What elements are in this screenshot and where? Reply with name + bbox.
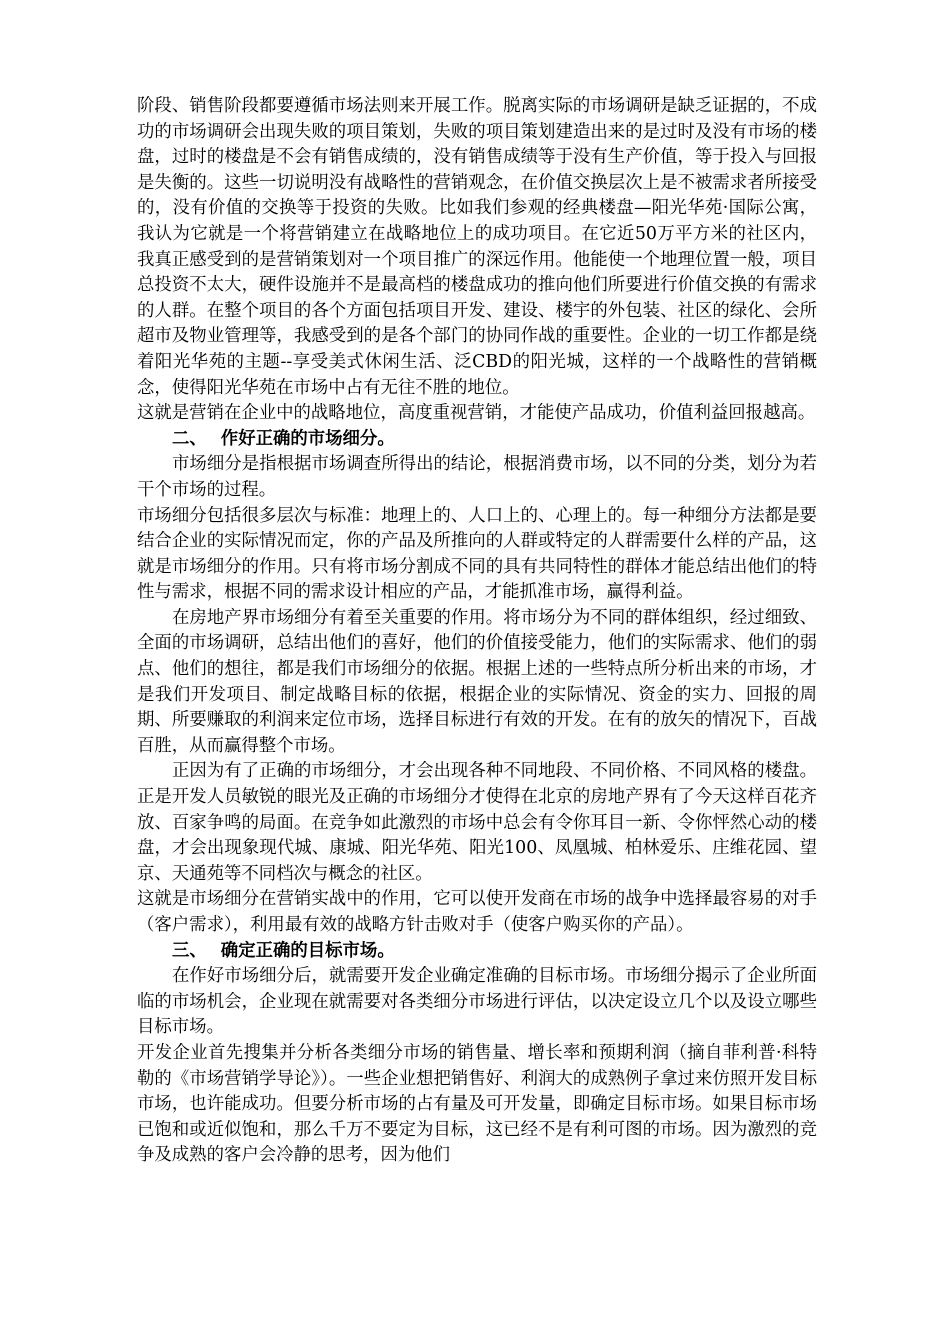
paragraph-target-analysis: 开发企业首先搜集并分析各类细分市场的销售量、增长率和预期利润（摘自菲利普·科特勒的《市场营销学导论》）。一些企业想把销售好、利润大的成熟例子拿过来仿照开发目标市场，也许能成功。但要分析市场的占有量及可开发量，即确定目标市场。如果目标市场已饱和或近似饱和，那么千万不要定为目标，这已经不是有利可图的市场。因为激烈的竞争及成熟的客户会冷静的思考，因为他们 (137, 1042, 817, 1166)
document-page (137, 94, 817, 1169)
paragraph-marketing-strategy: 阶段、销售阶段都要遵循市场法则来开展工作。脱离实际的市场调研是缺乏证据的，不成功的市场调研会出现失败的项目策划，失败的项目策划建造出来的是过时及没有市场的楼盘，过时的楼盘是不会有销售成绩的，没有销售成绩等于没有生产价值，等于投入与回报是失衡的。这些一切说明没有战略性的营销观念，在价值交换层次上是不被需求者所接受的，没有价值的交换等于投资的失败。比如我们参观的经典楼盘—阳光华苑·国际公寓，我认为它就是一个将营销建立在战略地位上的成功项目。在它近50万平方米的社区内，我真正感受到的是营销策划对一个项目推广的深远作用。他能使一个地理位置一般，项目总投资不太大，硬件设施并不是最高档的楼盘成功的推向他们所要进行价值交换的有需求的人群。在整个项目的各个方面包括项目开发、建设、楼宇的外包装、社区的绿化、会所超市及物业管理等，我感受到的是各个部门的协同作战的重要性。企业的一切工作都是绕着阳光华苑的主题--享受美式休闲生活、泛CBD的阳光城，这样的一个战略性的营销概念，使得阳光华苑在市场中占有无往不胜的地位。 (137, 96, 817, 398)
section-heading-3 (137, 939, 817, 965)
section-heading-2 (137, 427, 817, 453)
paragraph-correct-segmentation: 正因为有了正确的市场细分，才会出现各种不同地段、不同价格、不同风格的楼盘。正是开发人员敏锐的眼光及正确的市场细分才使得在北京的房地产界有了今天这样百花齐放、百家争鸣的局面。在竞争如此激烈的市场中总会有令你耳目一新、令你怦然心动的楼盘，才会出现象现代城、康城、阳光华苑、阳光100、凤凰城、柏林爱乐、庄维花园、望京、天通苑等不同档次与概念的社区。 (137, 761, 817, 884)
section-number: 三、 (172, 940, 207, 961)
paragraph-strategy-summary: 这就是营销在企业中的战略地位，高度重视营销，才能使产品成功，价值利益回报越高。 (137, 403, 816, 424)
paragraph-real-estate-segmentation: 在房地产界市场细分有着至关重要的作用。将市场分为不同的群体组织，经过细致、全面的市场调研，总结出他们的喜好，他们的价值接受能力，他们的实际需求、他们的弱点、他们的想往，都是我们市场细分的依据。根据上述的一些特点所分析出来的市场，才是我们开发项目、制定战略目标的依据，根据企业的实际情况、资金的实力、回报的周期、所要赚取的利润来定位市场，选择目标进行有效的开发。在有的放矢的情况下，百战百胜，从而赢得整个市场。 (137, 607, 817, 756)
section-title: 作好正确的市场细分。 (220, 428, 395, 449)
paragraph-target-market: 在作好市场细分后，就需要开发企业确定准确的目标市场。市场细分揭示了企业所面临的市场机会，企业现在就需要对各类细分市场进行评估，以决定设立几个以及设立哪些目标市场。 (137, 966, 817, 1038)
paragraph-segmentation-summary: 这就是市场细分在营销实战中的作用，它可以使开发商在市场的战争中选择最容易的对手（客户需求），利用最有效的战略方针击败对手（使客户购买你的产品）。 (137, 889, 817, 935)
paragraph-segmentation-levels: 市场细分包括很多层次与标准：地理上的、人口上的、心理上的。每一种细分方法都是要结合企业的实际情况而定，你的产品及所推向的人群或特定的人群需要什么样的产品，这就是市场细分的作用。只有将市场分割成不同的具有共同特性的群体才能总结出他们的特性与需求，根据不同的需求设计相应的产品，才能抓准市场，赢得利益。 (137, 505, 817, 603)
section-title: 确定正确的目标市场。 (220, 940, 395, 961)
paragraph-segmentation-definition: 市场细分是指根据市场调查所得出的结论，根据消费市场，以不同的分类，划分为若干个市场的过程。 (137, 454, 817, 500)
section-number: 二、 (172, 428, 207, 449)
